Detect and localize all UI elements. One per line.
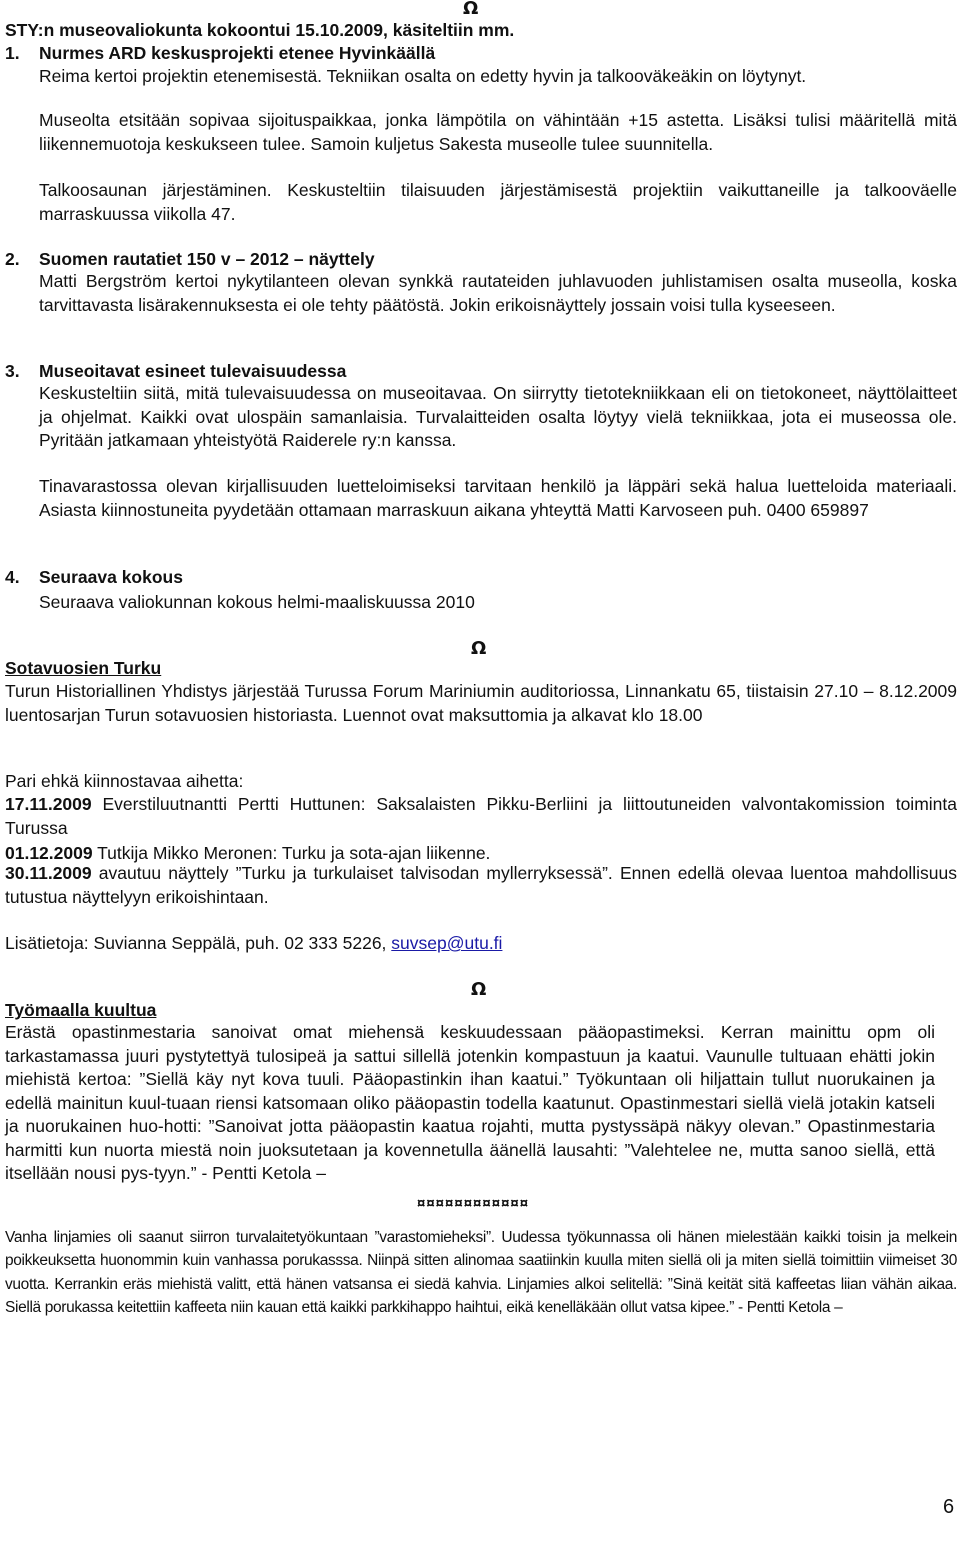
sotavuosien-turku-intro: Turun Historiallinen Yhdistys järjestää Turussa Forum Mariniumin auditoriossa, Linnankatu 65, tiistaisin 27.10 – 8.12.2009 luentosarjan Turun sotavuosien historiasta. Luennot ovat maksuttomia ja alkavat klo 18.00 [5,681,957,725]
pari-aihetta: Pari ehkä kiinnostavaa aihetta: [5,771,244,791]
event-3 [5,862,957,909]
event-3-text: avautuu näyttely ”Turku ja turkulaiset talvisodan myllerryksessä”. Ennen edellä olevaa luentoa mahdollisuus tutustua näyttelyyn erikoishintaan. [5,863,957,907]
event-1 [5,793,957,840]
event-2 [5,845,490,863]
omega-separator-2: Ω [471,979,487,1000]
currency-separator: ¤¤¤¤¤¤¤¤¤¤¤¤ [417,1195,530,1212]
tyomaalla-text: Erästä opastinmestaria sanoivat omat miehensä keskuudessaan pääopastimeksi. Kerran mainittu opm oli tarkastamassa juuri pystytettyä tulosipeä ja sattui sillellä jotenkin kompastuun ja kaatui. Vaunulle tultuaan ehätti jokin miehistä kertoa: ”Siellä käy nyt kova tuuli. Pääopastinkin ihan kaatui.” Työkuntaan oli hiljattain tullut nuorukainen ja edellä mainitun kuul-tuaan riensi katsomaan oliko pääopastin todella kaatunut. Opastinmestari siellä vielä jotakin katseli ja nuorukainen huo-hotti: ”Sanoivat jotta pääopastin kaatua rojahti, mutta pystyssäpä näkyy olevan.” Opastinmestaria harmitti kun nuorta miestä noin juoksutetaan ja kovennetulla äänellä lausahti: ”Valehtelee ne, mutta sanoo siellä, että itsellään nousi pys-tyyn.” - Pentti Ketola – [5,1022,935,1183]
contact-email-link[interactable]: suvsep@utu.fi [391,933,503,953]
item-4-paragraph-1: Seuraava valiokunnan kokous helmi-maaliskuussa 2010 [39,592,475,612]
item-1-paragraph-3: Talkoosaunan järjestäminen. Keskusteltiin tilaisuuden järjestämisestä projektiin vaikuttaneille ja talkooväelle marraskuussa viikolla 47. [39,180,957,224]
contact-info [5,935,502,953]
event-3-date: 30.11.2009 [5,863,92,883]
item-4-title: Seuraava kokous [39,567,183,587]
page-number: 6 [943,1496,955,1518]
omega-separator-1: Ω [471,638,487,659]
item-1-heading [5,45,435,63]
vanha-linjamies-text: Vanha linjamies oli saanut siirron turvalaitetyökuntaan ”varastomieheksi”. Uudessa työkunnassa oli hänen mielestään kaikki toisin ja melkein poikkeuksetta huonommin kuin vanhassa porukasssa. Niinpä sitten alinomaa saatiinkin kuulla miten siellä oli ja miten siellä toimittiin viimeiset 30 vuotta. Kerrankin eräs miehistä valitt, että hänen vatsansa ei siedä kahvia. Linjamies alkoi selitellä: ”Sinä keität sitä kaffeetas liian vähän aikaa. Siellä porukassa keitettiin kaffeeta niin kauan että kaikki parkkihappo haihtui, eikä kenelläkään ollut vatsa kipee.” - Pentti Ketola – [5,1229,957,1316]
event-2-date: 01.12.2009 [5,843,93,863]
item-3-paragraph-2: Tinavarastossa olevan kirjallisuuden luetteloimiseksi tarvitaan henkilö ja läppäri sekä halua luetteloida materiaali. Asiasta kiinnostuneita pyydetään ottamaan marraskuun aikana yhteyttä Matti Karvoseen puh. 0400 659897 [39,476,957,520]
item-3-number: 3. [5,361,20,381]
sotavuosien-turku-heading: Sotavuosien Turku [5,658,162,678]
event-1-date: 17.11.2009 [5,794,92,814]
item-2-number: 2. [5,249,20,269]
item-3-title: Museoitavat esineet tulevaisuudessa [39,361,347,381]
item-1-paragraph-1: Reima kertoi projektin etenemisestä. Tekniikan osalta on edetty hyvin ja talkooväkeäkin on löytynyt. [39,66,807,86]
item-4-heading [5,569,183,587]
page-title: STY:n museovaliokunta kokoontui 15.10.2009, käsiteltiin mm. [5,20,515,40]
item-2-paragraph-1: Matti Bergström kertoi nykytilanteen olevan synkkä rautateiden juhlavuoden juhlistamisen osalta museolla, koska tarvittavasta lisärakennuksesta ei ole tehty päätöstä. Jokin erikoisnäyttely jossain voisi tulla kyseeseen. [39,271,957,315]
tyomaalla-heading: Työmaalla kuultua [5,1000,157,1020]
item-2-title: Suomen rautatiet 150 v – 2012 – näyttely [39,249,375,269]
item-3-paragraph-1: Keskusteltiin siitä, mitä tulevaisuudessa on museoitavaa. On siirrytty tietotekniikkaan eli on tietokoneet, näyttölaitteet ja ohjelmat. Kaikki ovat ulospäin samanlaisia. Turvalaitteiden osalta löytyy vielä tekniikkaa, jota ei museossa ole. Pyritään jatkamaan yhteistyötä Raiderele ry:n kanssa. [39,383,957,450]
item-2-heading [5,251,375,269]
item-1-title: Nurmes ARD keskusprojekti etenee Hyvinkäällä [39,43,436,63]
item-3-heading [5,363,346,381]
item-4-number: 4. [5,567,20,587]
event-1-text: Everstiluutnantti Pertti Huttunen: Saksalaisten Pikku-Berliini ja liittoutuneiden valvontakomission toiminta Turussa [5,794,957,838]
event-2-text: Tutkija Mikko Meronen: Turku ja sota-ajan liikenne. [92,843,491,863]
item-1-number: 1. [5,43,20,63]
contact-info-text: Lisätietoja: Suvianna Seppälä, puh. 02 333 5226, [5,933,392,953]
item-1-paragraph-2: Museolta etsitään sopivaa sijoituspaikkaa, jonka lämpötila on vähintään +15 astetta. Lisäksi tulisi määritellä mitä liikennemuotoja keskukseen tulee. Samoin kuljetus Sakesta museolle tulee suunnitella. [39,110,957,154]
omega-symbol-top: Ω [463,0,479,19]
